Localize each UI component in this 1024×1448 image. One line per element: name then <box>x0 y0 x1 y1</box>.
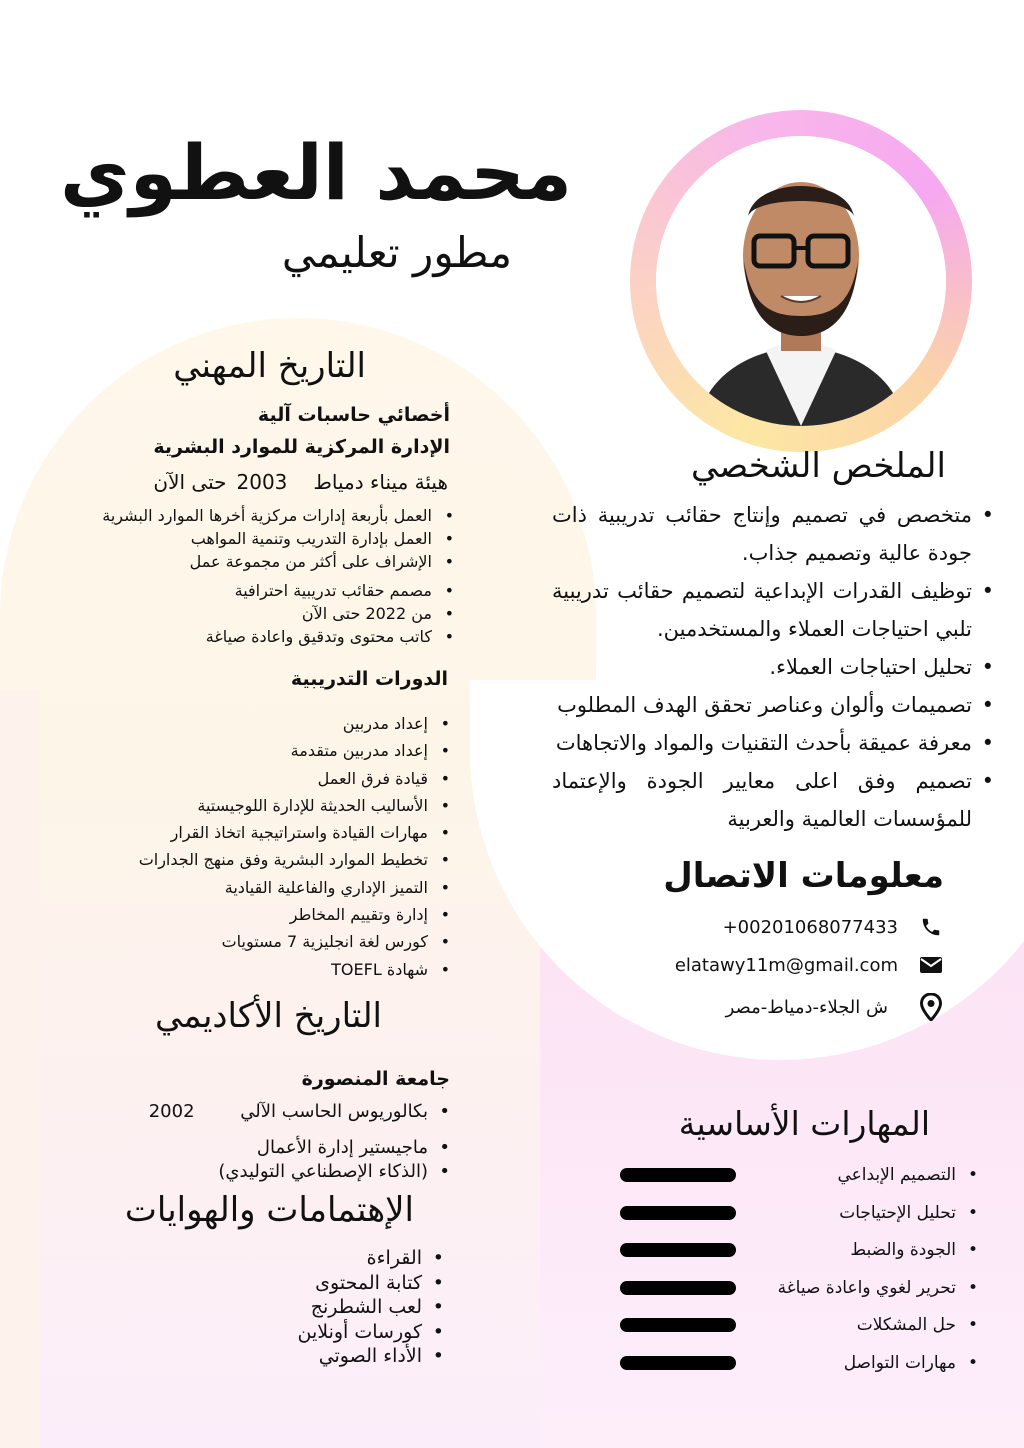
academic-list <box>149 1100 428 1184</box>
person-title: مطور تعليمي <box>281 228 512 277</box>
career-period-rest: حتى الآن <box>153 470 227 494</box>
summary-item: • متخصص في تصميم وإنتاج حقائب تدريبية ذات جودة عالية وتصميم جذاب. <box>552 496 972 572</box>
course-item: • شهادة TOEFL <box>139 956 428 983</box>
skill-bar <box>620 1318 736 1332</box>
skill-bars <box>620 1168 740 1393</box>
academic-degree-year: 2002 <box>148 1101 195 1122</box>
career-department: الإدارة المركزية للموارد البشرية <box>153 436 450 458</box>
contact-email-row <box>675 952 944 978</box>
academic-master-note: • (الذكاء الإصطناعي التوليدي) <box>149 1160 428 1184</box>
summary-item: • تصميم وفق اعلى معايير الجودة والإعتماد للمؤسسات العالمية والعربية <box>552 762 972 838</box>
career-item: • الإشراف على أكثر من مجموعة عمل <box>102 550 432 573</box>
interest-item: • كتابة المحتوى <box>297 1271 422 1296</box>
summary-item: • تصميمات وألوان وعناصر تحقق الهدف المطلوب <box>552 686 972 724</box>
skill-item: • التصميم الإبداعي <box>716 1160 956 1198</box>
summary-item: • معرفة عميقة بأحدث التقنيات والمواد والاتجاهات <box>552 724 972 762</box>
course-item: • إدارة وتقييم المخاطر <box>139 901 428 928</box>
contact-phone-row <box>723 914 944 940</box>
academic-degree: بكالوريوس الحاسب الآلي <box>240 1101 428 1122</box>
career-item: • مصمم حقائب تدريبية احترافية <box>102 579 432 602</box>
academic-university: جامعة المنصورة <box>301 1068 450 1090</box>
interests-list <box>297 1246 422 1369</box>
skill-bar <box>620 1206 736 1220</box>
mail-icon <box>918 952 944 978</box>
contact-email[interactable]: elatawy11m@gmail.com <box>674 954 898 976</box>
course-item: • إعداد مدربين متقدمة <box>139 737 428 764</box>
career-item-note: • من 2022 حتى الآن <box>102 602 432 625</box>
academic-master-item: • ماجيستير إدارة الأعمال <box>149 1136 428 1160</box>
course-item: • الأساليب الحديثة للإدارة اللوجيستية <box>139 792 428 819</box>
skill-bar <box>620 1243 736 1257</box>
career-item: • العمل بإدارة التدريب وتنمية المواهب <box>102 527 432 550</box>
academic-heading: التاريخ الأكاديمي <box>154 996 382 1036</box>
courses-list <box>139 710 428 983</box>
course-item: • تخطيط الموارد البشرية وفق منهج الجدارات <box>139 846 428 873</box>
summary-item: • توظيف القدرات الإبداعية لتصميم حقائب تدريبية تلبي احتياجات العملاء والمستخدمين. <box>552 572 972 648</box>
contact-address-row <box>726 994 944 1020</box>
contact-heading: معلومات الاتصال <box>663 856 944 896</box>
interest-item: • لعب الشطرنج <box>297 1295 422 1320</box>
academic-degree-item <box>149 1100 428 1124</box>
summary-heading: الملخص الشخصي <box>690 446 946 486</box>
skill-item: • تحليل الإحتياجات <box>716 1198 956 1236</box>
courses-heading: الدورات التدريبية <box>290 668 448 690</box>
career-item: • العمل بأربعة إدارات مركزية أخرها الموارد البشرية <box>102 504 432 527</box>
profile-photo <box>656 136 946 426</box>
career-heading: التاريخ المهني <box>173 346 366 386</box>
career-period-year: 2003 <box>236 470 288 494</box>
interest-item: • القراءة <box>297 1246 422 1271</box>
career-item: • كاتب محتوى وتدقيق واعادة صياغة <box>102 625 432 648</box>
course-item: • قيادة فرق العمل <box>139 765 428 792</box>
person-name: محمد العطوي <box>60 128 572 217</box>
career-org: هيئة ميناء دمياط <box>313 470 448 494</box>
skill-item: • حل المشكلات <box>716 1310 956 1348</box>
skill-bar <box>620 1281 736 1295</box>
summary-item: • تحليل احتياجات العملاء. <box>552 648 972 686</box>
career-org-row <box>153 470 448 494</box>
phone-icon <box>918 914 944 940</box>
summary-list <box>552 496 972 838</box>
location-pin-icon <box>918 994 944 1020</box>
course-item: • التميز الإداري والفاعلية القيادية <box>139 874 428 901</box>
course-item: • مهارات القيادة واستراتيجية اتخاذ القرار <box>139 819 428 846</box>
skill-item: • تحرير لغوي واعادة صياغة <box>716 1273 956 1311</box>
interest-item: • كورسات أونلاين <box>297 1320 422 1345</box>
profile-photo-ring <box>630 110 972 452</box>
interest-item: • الأداء الصوتي <box>297 1344 422 1369</box>
skills-list <box>716 1160 956 1385</box>
career-list <box>102 504 432 648</box>
contact-phone[interactable]: +00201068077433 <box>722 916 898 938</box>
left-background-tab <box>0 690 40 1448</box>
interests-heading: الإهتمامات والهوايات <box>124 1190 414 1230</box>
skill-item: • الجودة والضبط <box>716 1235 956 1273</box>
skill-bar <box>620 1168 736 1182</box>
skill-item: • مهارات التواصل <box>716 1348 956 1386</box>
course-item: • إعداد مدربين <box>139 710 428 737</box>
skills-heading: المهارات الأساسية <box>678 1104 930 1143</box>
contact-address: ش الجلاء-دمياط-مصر <box>725 996 888 1018</box>
career-job-title: أخصائي حاسبات آلية <box>257 404 450 426</box>
skill-bar <box>620 1356 736 1370</box>
course-item: • كورس لغة انجليزية 7 مستويات <box>139 928 428 955</box>
